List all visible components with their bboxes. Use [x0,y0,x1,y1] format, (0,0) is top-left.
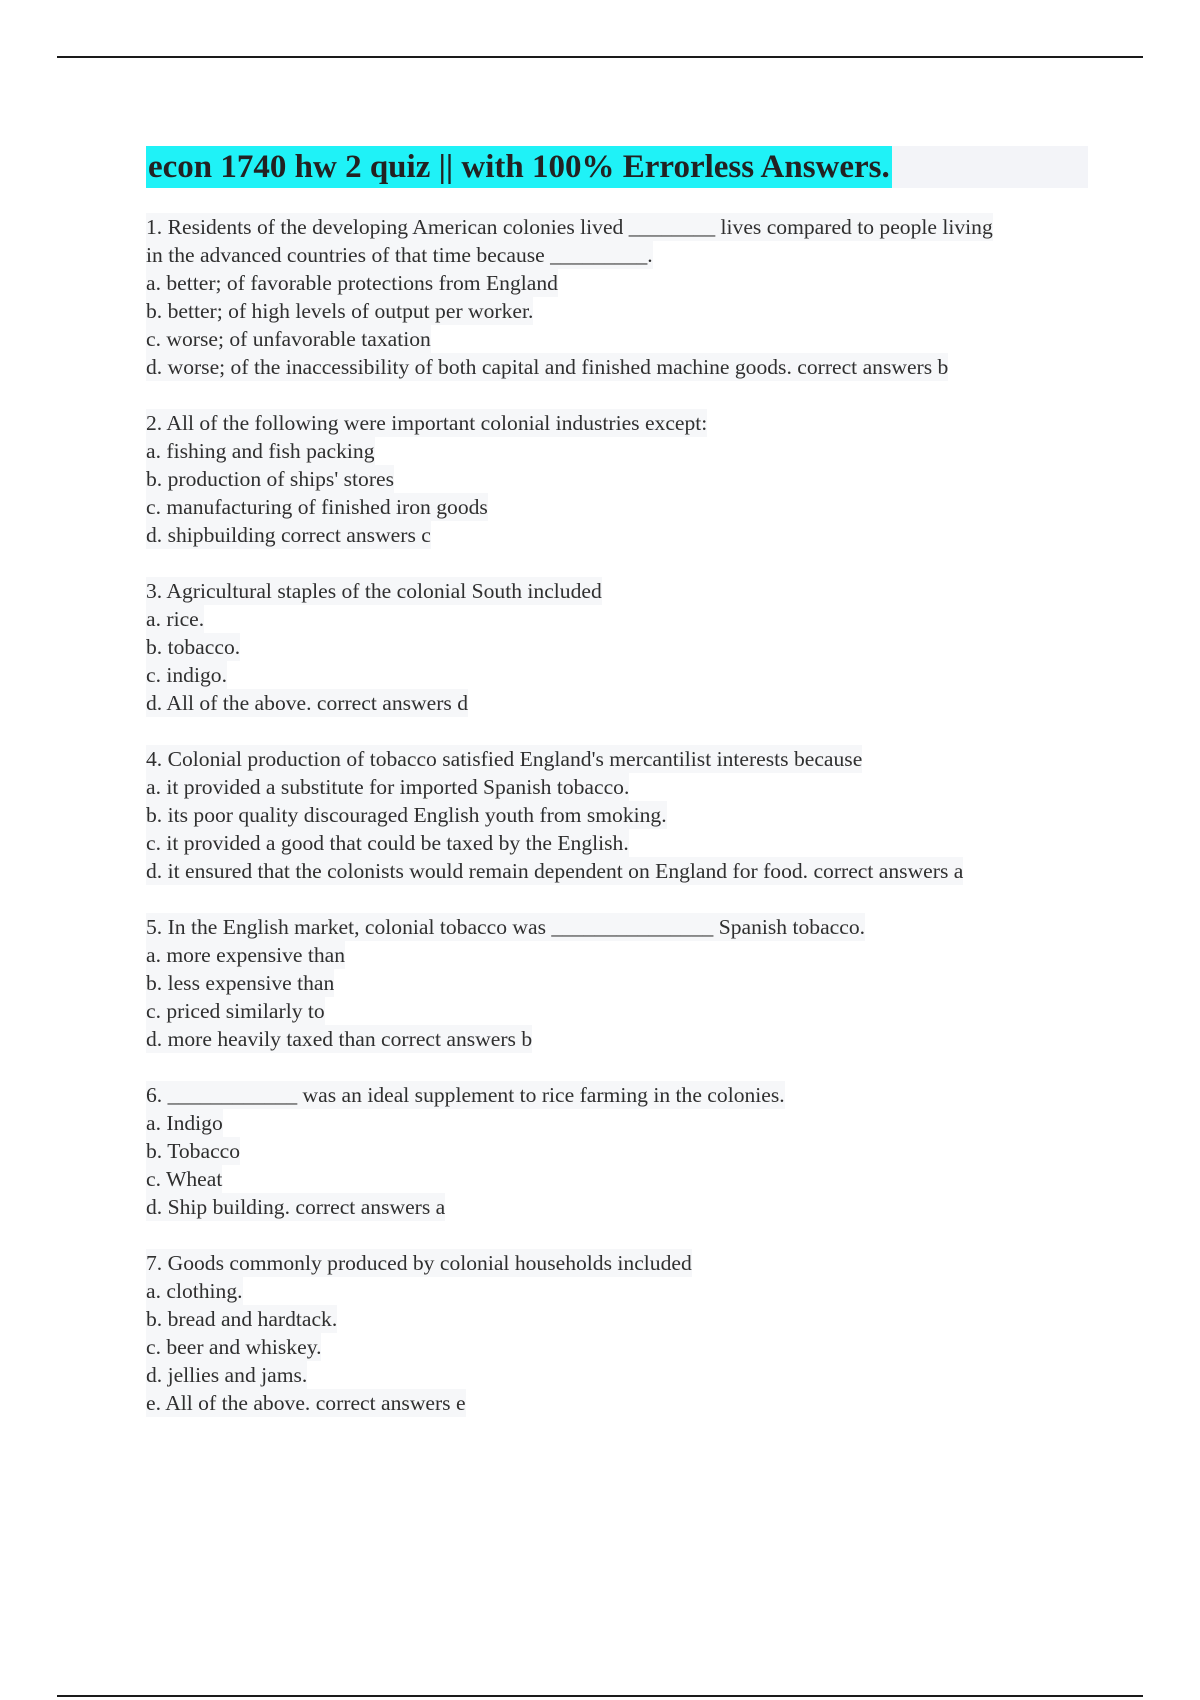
question-5 [146,913,1106,1053]
question-7 [146,1249,1106,1417]
question-line: 3. Agricultural staples of the colonial South included [146,579,602,603]
answer-option: b. less expensive than [146,971,335,995]
answer-option: b. its poor quality discouraged English youth from smoking. [146,803,667,827]
question-line: 1. Residents of the developing American colonies lived ________ lives compared to people living [146,215,993,239]
answer-option: c. it provided a good that could be taxed by the English. [146,831,629,855]
answer-option: b. better; of high levels of output per worker. [146,299,534,323]
answer-option: a. more expensive than [146,943,346,967]
answer-option: d. worse; of the inaccessibility of both capital and finished machine goods. correct answers b [146,355,949,379]
answer-option: b. bread and hardtack. [146,1307,338,1331]
question-line: 7. Goods commonly produced by colonial households included [146,1251,692,1275]
answer-option: d. jellies and jams. [146,1363,308,1387]
answer-option: b. production of ships' stores [146,467,395,491]
question-line: in the advanced countries of that time because _________. [146,243,653,267]
answer-option: a. fishing and fish packing [146,439,375,463]
answer-option: d. more heavily taxed than correct answers b [146,1027,533,1051]
header-rule [57,56,1143,58]
answer-option: a. better; of favorable protections from England [146,271,558,295]
quiz-content [146,213,1106,1445]
answer-option: d. shipbuilding correct answers c [146,523,431,547]
answer-option: b. Tobacco [146,1139,241,1163]
answer-option: c. priced similarly to [146,999,325,1023]
answer-option: a. clothing. [146,1279,243,1303]
question-line: 6. ____________ was an ideal supplement to rice farming in the colonies. [146,1083,785,1107]
answer-option: e. All of the above. correct answers e [146,1391,466,1415]
question-6 [146,1081,1106,1221]
answer-option: b. tobacco. [146,635,241,659]
answer-option: c. Wheat [146,1167,223,1191]
question-2 [146,409,1106,549]
question-4 [146,745,1106,885]
answer-option: c. beer and whiskey. [146,1335,322,1359]
question-line: 2. All of the following were important colonial industries except: [146,411,708,435]
answer-option: a. it provided a substitute for imported Spanish tobacco. [146,775,630,799]
question-line: 5. In the English market, colonial tobacco was _______________ Spanish tobacco. [146,915,866,939]
answer-option: c. indigo. [146,663,227,687]
answer-option: a. rice. [146,607,205,631]
document-title: econ 1740 hw 2 quiz || with 100% Errorless Answers. [146,146,892,188]
answer-option: d. it ensured that the colonists would remain dependent on England for food. correct answers a [146,859,964,883]
answer-option: d. Ship building. correct answers a [146,1195,446,1219]
answer-option: d. All of the above. correct answers d [146,691,468,715]
answer-option: a. Indigo [146,1111,223,1135]
answer-option: c. manufacturing of finished iron goods [146,495,488,519]
question-3 [146,577,1106,717]
footer-rule [57,1695,1143,1697]
answer-option: c. worse; of unfavorable taxation [146,327,431,351]
question-line: 4. Colonial production of tobacco satisfied England's mercantilist interests because [146,747,863,771]
question-1 [146,213,1106,381]
